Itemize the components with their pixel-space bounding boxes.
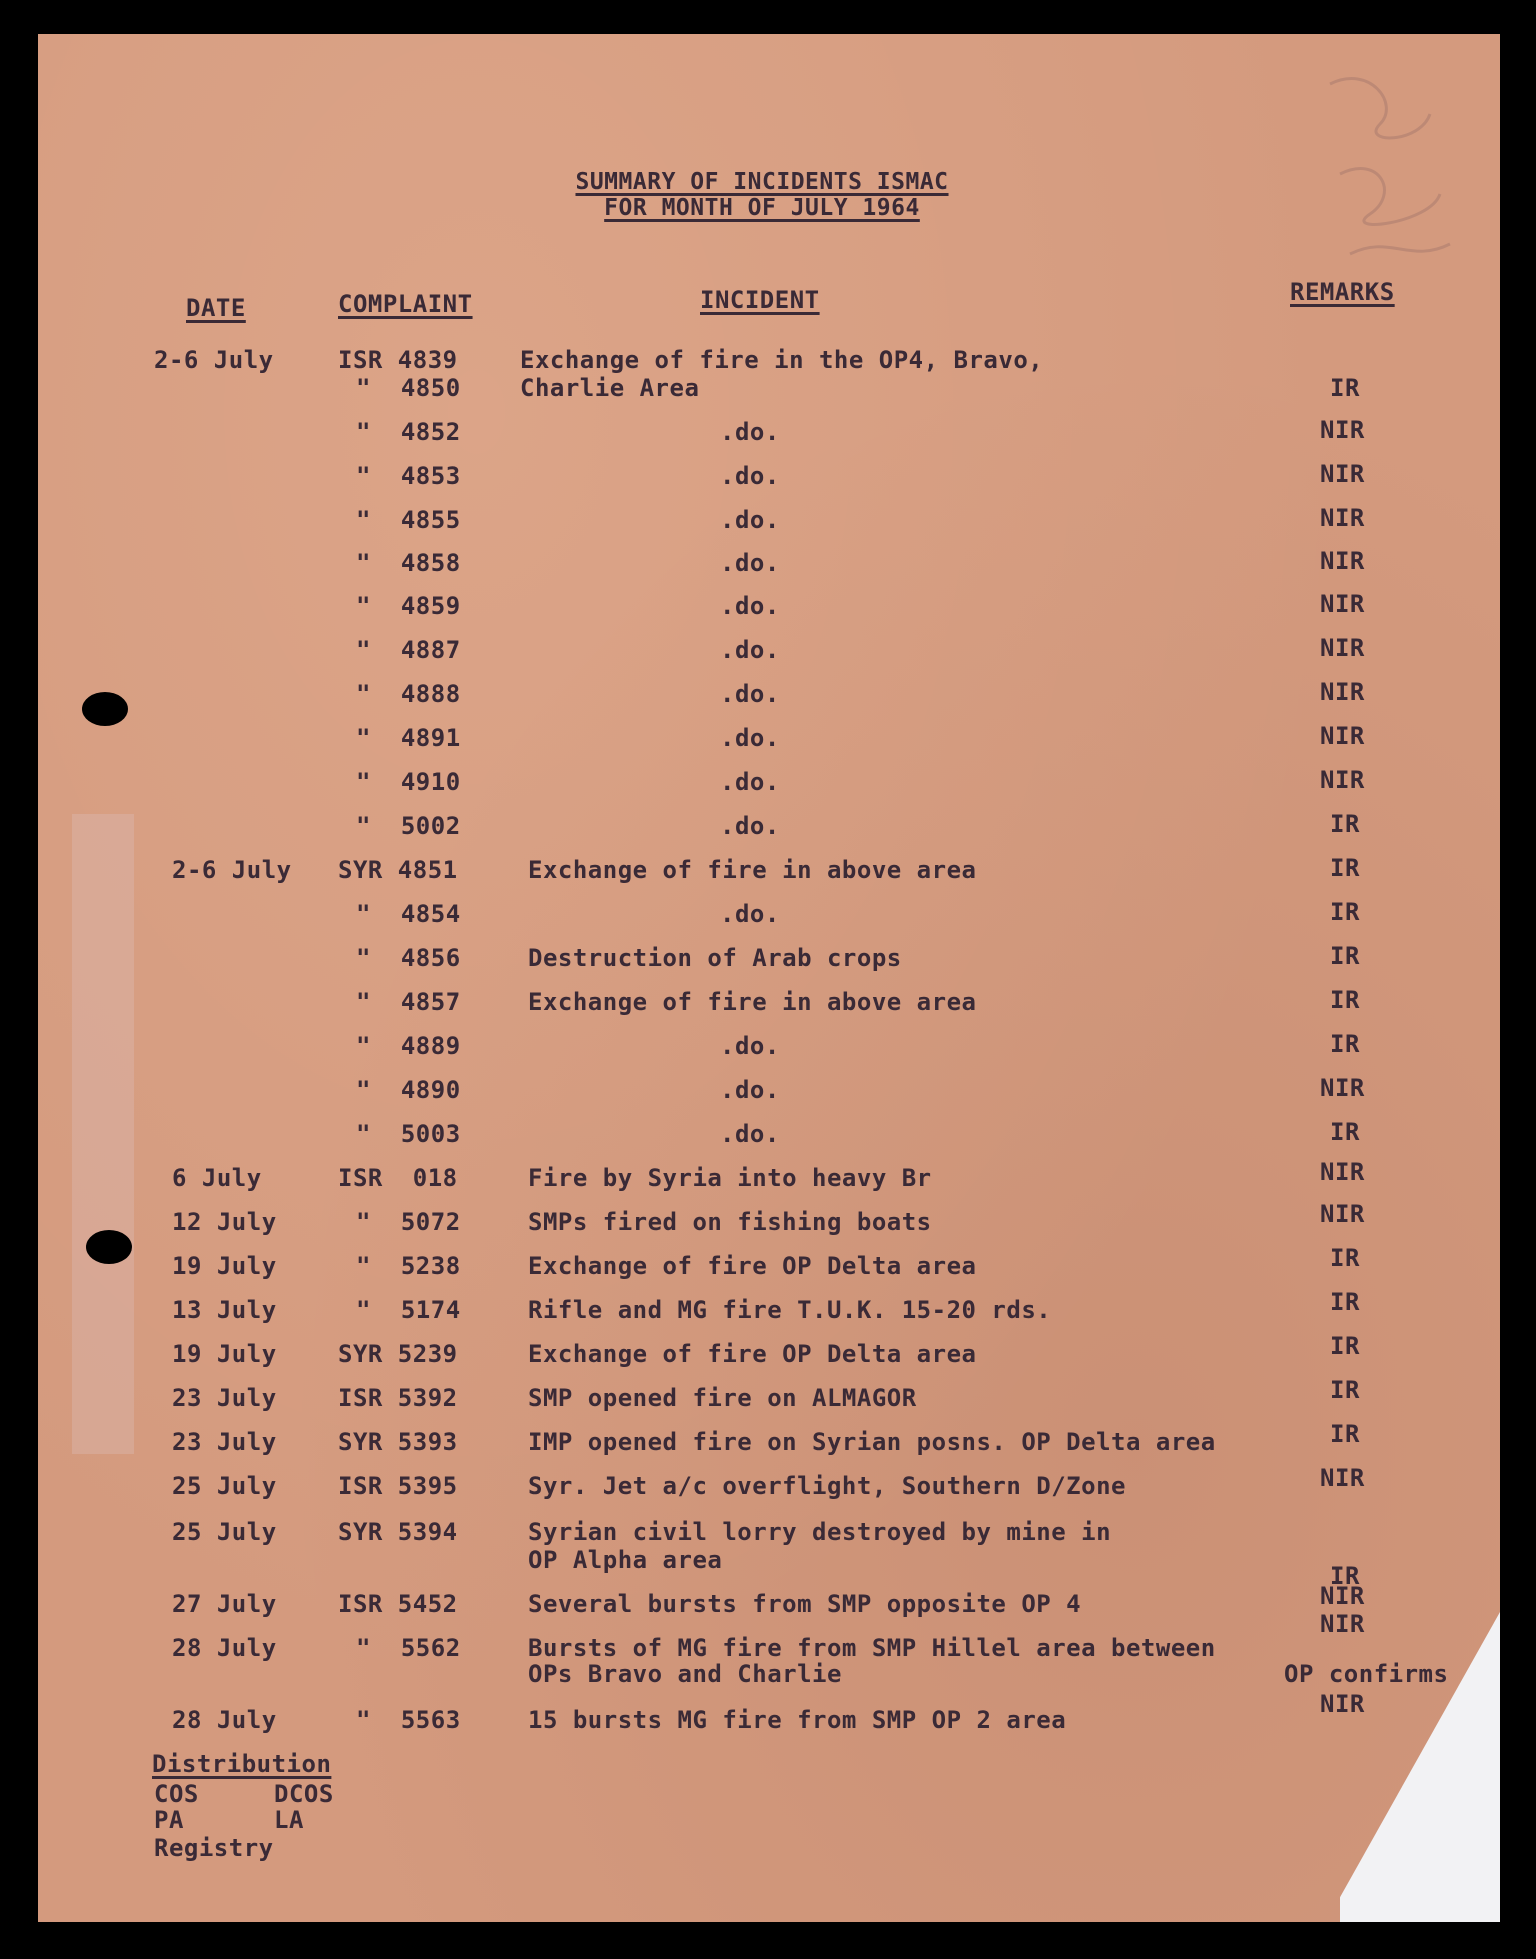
row-complaint: " 4857: [356, 988, 461, 1016]
row-date: 28 July: [172, 1634, 277, 1662]
row-incident: 15 bursts MG fire from SMP OP 2 area: [528, 1706, 1067, 1734]
row-incident: Fire by Syria into heavy Br: [528, 1164, 932, 1192]
distribution-pa: PA: [154, 1806, 184, 1834]
row-remark: IR: [1330, 942, 1360, 970]
row-complaint: " 5562: [356, 1634, 461, 1662]
row-incident: OPs Bravo and Charlie: [528, 1660, 842, 1688]
row-complaint: " 4858: [356, 549, 461, 577]
row-incident: .do.: [720, 462, 780, 490]
header-remarks: REMARKS: [1290, 278, 1395, 306]
row-complaint: " 5072: [356, 1208, 461, 1236]
row-remark: NIR: [1320, 460, 1365, 488]
row-remark: NIR: [1320, 1690, 1365, 1718]
row-date: 23 July: [172, 1428, 277, 1456]
row-remark: NIR: [1320, 547, 1365, 575]
row-remark: NIR: [1320, 1200, 1365, 1228]
row-complaint: " 4856: [356, 944, 461, 972]
row-remark: IR: [1330, 1562, 1360, 1590]
row-complaint: SYR 5393: [338, 1428, 458, 1456]
row-incident: Exchange of fire in above area: [528, 988, 977, 1016]
row-complaint: " 4852: [356, 418, 461, 446]
row-incident: Syrian civil lorry destroyed by mine in: [528, 1518, 1112, 1546]
row-incident: Destruction of Arab crops: [528, 944, 902, 972]
row-remark: IR: [1330, 898, 1360, 926]
row-incident: .do.: [720, 636, 780, 664]
distribution-la: LA: [274, 1806, 304, 1834]
row-complaint: " 4854: [356, 900, 461, 928]
row-incident: OP Alpha area: [528, 1546, 723, 1574]
row-incident: .do.: [720, 812, 780, 840]
row-remark: NIR: [1320, 1610, 1365, 1638]
header-complaint: COMPLAINT: [338, 290, 473, 318]
row-date: 13 July: [172, 1296, 277, 1324]
row-date: 2-6 July: [154, 346, 274, 374]
row-remark: NIR: [1320, 766, 1365, 794]
row-complaint: ISR 4839: [338, 346, 458, 374]
row-complaint: ISR 5452: [338, 1590, 458, 1618]
row-incident: .do.: [720, 724, 780, 752]
distribution-cos: COS: [154, 1780, 199, 1808]
document-title-line1: SUMMARY OF INCIDENTS ISMAC: [575, 169, 949, 195]
row-complaint: SYR 5239: [338, 1340, 458, 1368]
row-incident: .do.: [720, 1120, 780, 1148]
row-incident: .do.: [720, 592, 780, 620]
row-incident: Exchange of fire OP Delta area: [528, 1252, 977, 1280]
row-remark: NIR: [1320, 678, 1365, 706]
punch-hole-bottom: [86, 1230, 132, 1264]
row-incident: .do.: [720, 418, 780, 446]
row-complaint: " 4888: [356, 680, 461, 708]
row-incident: Exchange of fire in the OP4, Bravo,: [520, 346, 1044, 374]
row-date: 25 July: [172, 1518, 277, 1546]
row-remark: NIR: [1320, 504, 1365, 532]
row-complaint: " 4853: [356, 462, 461, 490]
tape-strip: [72, 814, 134, 1454]
row-incident: IMP opened fire on Syrian posns. OP Delta area: [528, 1428, 1216, 1456]
row-incident: .do.: [720, 680, 780, 708]
row-remark: IR: [1330, 810, 1360, 838]
row-remark: NIR: [1320, 1074, 1365, 1102]
row-incident: .do.: [720, 1076, 780, 1104]
row-date: 6 July: [172, 1164, 262, 1192]
row-remark: IR: [1330, 1030, 1360, 1058]
row-complaint: ISR 018: [338, 1164, 458, 1192]
row-incident: .do.: [720, 900, 780, 928]
pencil-annotation-icon: [1310, 54, 1460, 284]
row-incident: SMPs fired on fishing boats: [528, 1208, 932, 1236]
row-complaint: " 5003: [356, 1120, 461, 1148]
row-complaint: " 5238: [356, 1252, 461, 1280]
row-complaint: SYR 5394: [338, 1518, 458, 1546]
row-date: 27 July: [172, 1590, 277, 1618]
document-title-line2: FOR MONTH OF JULY 1964: [604, 195, 920, 221]
row-incident: SMP opened fire on ALMAGOR: [528, 1384, 917, 1412]
header-incident: INCIDENT: [700, 286, 820, 314]
distribution-heading: Distribution: [152, 1750, 332, 1778]
row-complaint: " 4855: [356, 506, 461, 534]
distribution-registry: Registry: [154, 1834, 274, 1862]
row-complaint: " 4887: [356, 636, 461, 664]
row-complaint: " 5002: [356, 812, 461, 840]
row-complaint: ISR 5395: [338, 1472, 458, 1500]
row-complaint: " 5174: [356, 1296, 461, 1324]
row-remark: IR: [1330, 986, 1360, 1014]
punch-hole-top: [82, 692, 128, 726]
row-incident: .do.: [720, 549, 780, 577]
row-complaint: ISR 5392: [338, 1384, 458, 1412]
document-page: [38, 34, 1500, 1922]
header-date: DATE: [186, 294, 246, 322]
row-incident: Charlie Area: [520, 374, 700, 402]
row-complaint: " 4859: [356, 592, 461, 620]
row-date: 12 July: [172, 1208, 277, 1236]
row-date: 19 July: [172, 1340, 277, 1368]
row-remark: IR: [1330, 1420, 1360, 1448]
row-remark: IR: [1330, 1376, 1360, 1404]
row-date: 25 July: [172, 1472, 277, 1500]
row-incident: .do.: [720, 768, 780, 796]
row-complaint: " 4890: [356, 1076, 461, 1104]
row-incident: Exchange of fire in above area: [528, 856, 977, 884]
row-remark: IR: [1330, 374, 1360, 402]
row-remark: NIR: [1320, 1464, 1365, 1492]
row-remark: NIR: [1320, 590, 1365, 618]
row-complaint: SYR 4851: [338, 856, 458, 884]
row-date: 28 July: [172, 1706, 277, 1734]
row-remark: NIR: [1320, 1582, 1365, 1610]
row-incident: Syr. Jet a/c overflight, Southern D/Zone: [528, 1472, 1126, 1500]
row-remark: NIR: [1320, 634, 1365, 662]
row-date: 19 July: [172, 1252, 277, 1280]
row-remark: IR: [1330, 854, 1360, 882]
row-incident: .do.: [720, 1032, 780, 1060]
row-incident: Several bursts from SMP opposite OP 4: [528, 1590, 1082, 1618]
row-date: 23 July: [172, 1384, 277, 1412]
row-incident: Rifle and MG fire T.U.K. 15-20 rds.: [528, 1296, 1052, 1324]
distribution-dcos: DCOS: [274, 1780, 334, 1808]
row-remark: IR: [1330, 1244, 1360, 1272]
row-remark: NIR: [1320, 416, 1365, 444]
row-complaint: " 4889: [356, 1032, 461, 1060]
row-complaint: " 5563: [356, 1706, 461, 1734]
row-remark: NIR: [1320, 722, 1365, 750]
row-incident: .do.: [720, 506, 780, 534]
row-incident: Bursts of MG fire from SMP Hillel area between: [528, 1634, 1216, 1662]
row-remark: NIR: [1320, 1158, 1365, 1186]
folded-corner: [1340, 1612, 1500, 1922]
row-remark: IR: [1330, 1288, 1360, 1316]
row-date: 2-6 July: [172, 856, 292, 884]
row-complaint: " 4910: [356, 768, 461, 796]
row-remark: IR: [1330, 1118, 1360, 1146]
row-remark: OP confirms: [1284, 1660, 1449, 1688]
row-incident: Exchange of fire OP Delta area: [528, 1340, 977, 1368]
row-remark: IR: [1330, 1332, 1360, 1360]
row-complaint: " 4850: [356, 374, 461, 402]
row-complaint: " 4891: [356, 724, 461, 752]
